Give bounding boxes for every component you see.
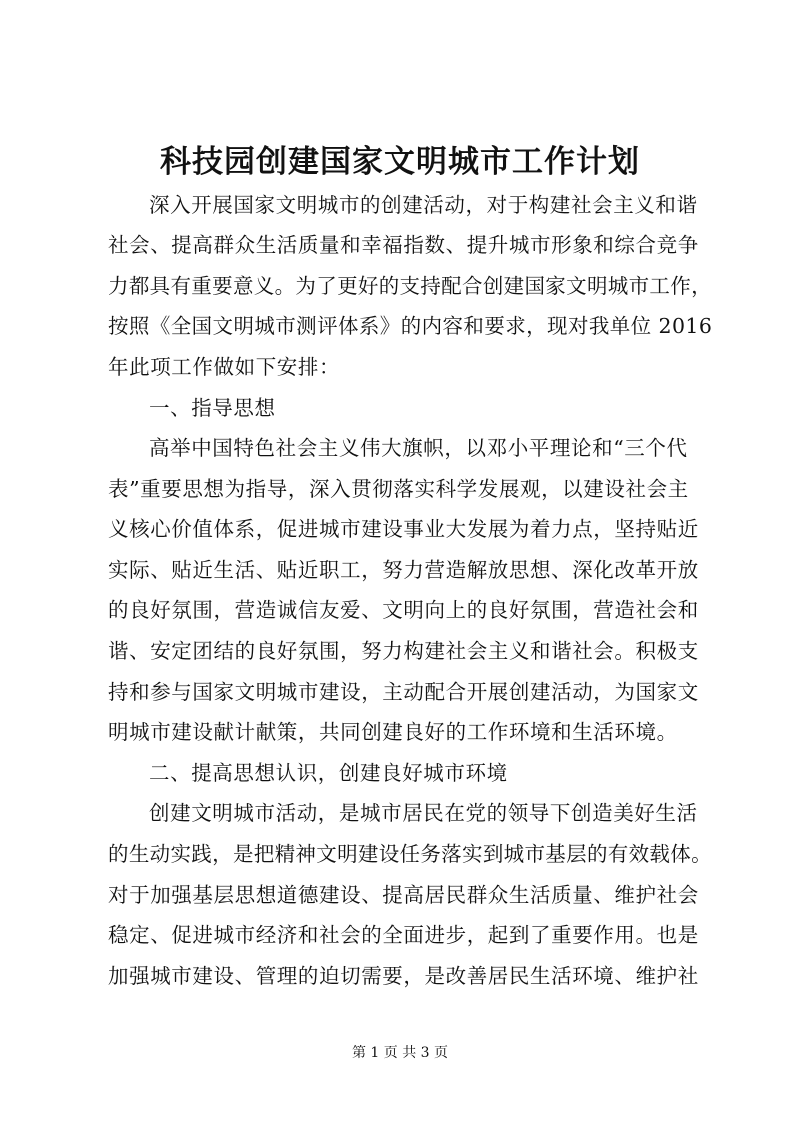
page-footer: 第 1 页 共 3 页: [351, 1045, 449, 1061]
body-line: 稳定、促进城市经济和社会的全面进步，起到了重要作用。也是: [108, 923, 699, 947]
body-line: 对于加强基层思想道德建设、提高居民群众生活质量、维护社会: [108, 883, 699, 907]
body-line: 谐、安定团结的良好氛围，努力构建社会主义和谐社会。积极支: [108, 639, 699, 663]
body-line: 明城市建设献计献策，共同创建良好的工作环境和生活环境。: [108, 720, 678, 744]
body-line: 的生动实践，是把精神文明建设任务落实到城市基层的有效载体。: [108, 842, 712, 866]
body-line: 的良好氛围，营造诚信友爱、文明向上的良好氛围，营造社会和: [108, 598, 699, 622]
body-line: 义核心价值体系，促进城市建设事业大发展为着力点，坚持贴近: [108, 517, 699, 541]
body-line: 深入开展国家文明城市的创建活动，对于构建社会主义和谐: [149, 193, 698, 217]
section-heading-2: 二、提高思想认识，创建良好城市环境: [149, 761, 508, 785]
body-line: 年此项工作做如下安排：: [108, 355, 341, 379]
body-line: 力都具有重要意义。为了更好的支持配合创建国家文明城市工作，: [108, 274, 712, 298]
body-line: 实际、贴近生活、贴近职工，努力营造解放思想、深化改革开放: [108, 558, 699, 582]
body-line: 按照《全国文明城市测评体系》的内容和要求，现对我单位 2016: [108, 314, 713, 338]
body-line: 创建文明城市活动，是城市居民在党的领导下创造美好生活: [149, 801, 698, 825]
section-heading-1: 一、指导思想: [149, 396, 276, 420]
body-line: 社会、提高群众生活质量和幸福指数、提升城市形象和综合竞争: [108, 233, 699, 257]
body-line: 加强城市建设、管理的迫切需要，是改善居民生活环境、维护社: [108, 964, 699, 988]
body-line: 表”重要思想为指导，深入贯彻落实科学发展观，以建设社会主: [108, 477, 689, 501]
body-line: 持和参与国家文明城市建设，主动配合开展创建活动，为国家文: [108, 680, 699, 704]
body-line: 高举中国特色社会主义伟大旗帜，以邓小平理论和“三个代: [149, 436, 688, 460]
document-title: 科技园创建国家文明城市工作计划: [160, 144, 640, 180]
